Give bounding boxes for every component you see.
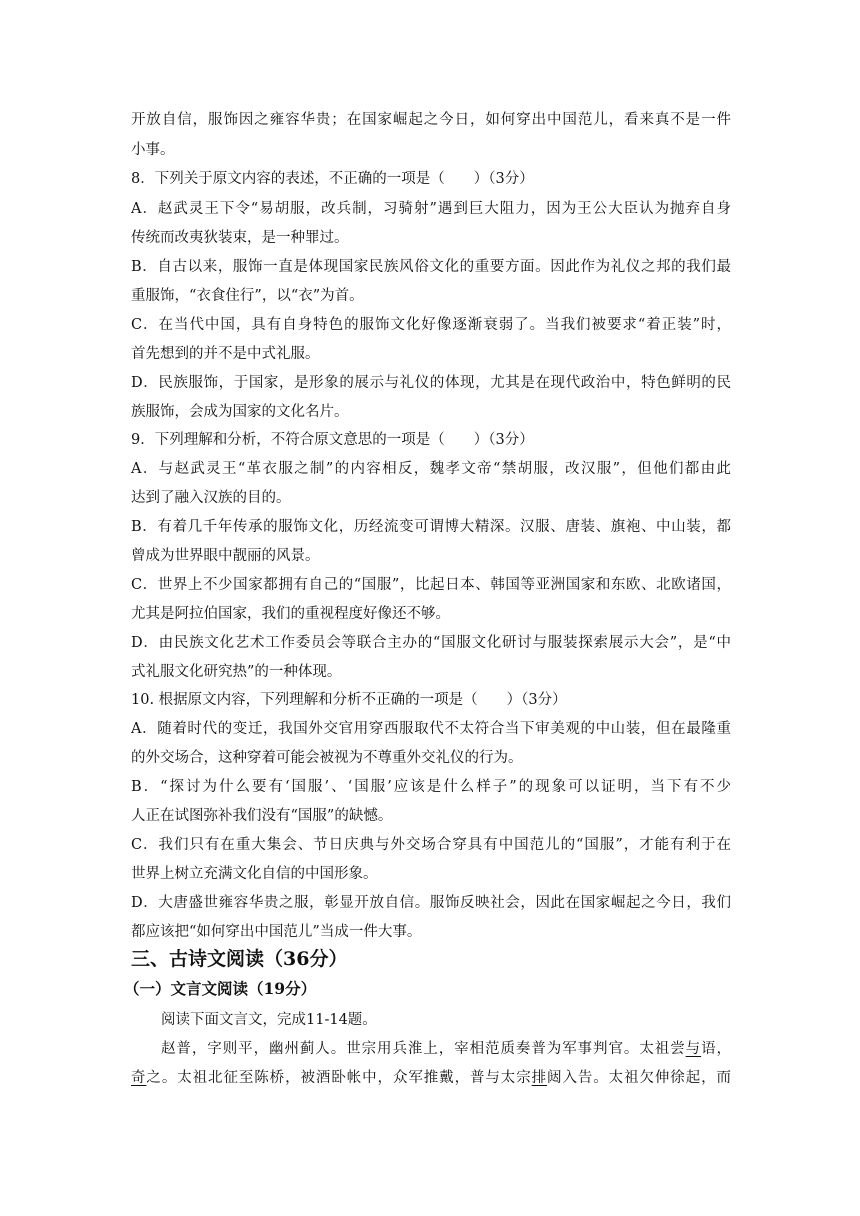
subsection-1-heading: （一）文言文阅读（19分） — [124, 979, 317, 998]
q9-option-a-line2: 达到了融入汉族的目的。 — [131, 490, 291, 506]
classical-text-segment: 之。太祖北征至陈桥，被酒卧帐中，众军推戴，普与太宗 — [146, 1070, 532, 1086]
section-3-heading: 三、古诗文阅读（36分） — [131, 948, 348, 970]
q10-option-d-line2: 都应该把“如何穿出中国范儿”当成一件大事。 — [131, 924, 422, 940]
classical-text-segment: 闼入告。太祖欠伸徐起，而 — [547, 1070, 732, 1086]
q10-option-d-line1: D．大唐盛世雍容华贵之服，彰显开放自信。服饰反映社会，因此在国家崛起之今日，我们 — [131, 895, 731, 911]
q8-option-c-line1: C．在当代中国，具有自身特色的服饰文化好像逐渐衰弱了。当我们被要求“着正装”时， — [131, 317, 731, 333]
q10-option-b-line1: B．“探讨为什么要有‘国服’、‘国服’应该是什么样子”的现象可以证明，当下有不少 — [131, 779, 731, 795]
q9-option-c-line1: C．世界上不少国家都拥有自己的“国服”，比起日本、韩国等亚洲国家和东欧、北欧诸国， — [131, 577, 731, 593]
classical-text-segment: 赵普，字则平，幽州蓟人。世宗用兵淮上，宰相范质奏普为军事判官。太祖尝 — [161, 1041, 686, 1057]
q9-option-b-line2: 曾成为世界眼中靓丽的风景。 — [131, 548, 320, 564]
q9-option-d-line1: D．由民族文化艺术工作委员会等联合主办的“国服文化研讨与服装探索展示大会”，是“中 — [131, 635, 731, 651]
reading-instruction: 阅读下面文言文，完成11-14题。 — [161, 1012, 377, 1028]
q9-option-c-line2: 尤其是阿拉伯国家，我们的重视程度好像还不够。 — [131, 606, 450, 622]
q8-option-d-line2: 族服饰，会成为国家的文化名片。 — [131, 404, 349, 420]
passage-line-1: 开放自信，服饰因之雍容华贵；在国家崛起之今日，如何穿出中国范儿，看来真不是一件 — [131, 112, 731, 128]
question-9-stem: 9．下列理解和分析，不符合原文意思的一项是（ ）（3分） — [131, 432, 534, 448]
q10-option-c-line2: 世界上树立充满文化自信的中国形象。 — [131, 866, 378, 882]
q8-option-c-line2: 首先想到的并不是中式礼服。 — [131, 346, 320, 362]
question-10-stem: 10. 根据原文内容，下列理解和分析不正确的一项是（ ）（3分） — [131, 692, 567, 708]
passage-line-2: 小事。 — [131, 142, 175, 158]
classical-text-line-2 — [131, 1068, 731, 1088]
q10-option-a-line1: A．随着时代的变迁，我国外交官用穿西服取代不太符合当下审美观的中山装，但在最隆重 — [131, 721, 731, 737]
q8-option-b-line1: B．自古以来，服饰一直是体现国家民族风俗文化的重要方面。因此作为礼仪之邦的我们最 — [131, 259, 731, 275]
q10-option-a-line2: 的外交场合，这种穿着可能会被视为不尊重外交礼仪的行为。 — [131, 750, 523, 766]
q8-option-b-line2: 重服饰，“衣食住行”，以“衣”为首。 — [131, 288, 364, 304]
classical-text-line-1 — [161, 1039, 731, 1059]
q10-option-c-line1: C．我们只有在重大集会、节日庆典与外交场合穿具有中国范儿的“国服”，才能有利于在 — [131, 837, 731, 853]
q10-option-b-line2: 人正在试图弥补我们没有“国服”的缺憾。 — [131, 808, 393, 824]
q8-option-a-line1: A．赵武灵王下令“易胡服，改兵制，习骑射”遇到巨大阻力，因为王公大臣认为抛弃自身 — [131, 201, 731, 217]
underlined-word: 奇 — [131, 1070, 147, 1086]
q9-option-d-line2: 式礼服文化研究热”的一种体现。 — [131, 664, 342, 680]
underlined-word: 排 — [531, 1070, 548, 1086]
q9-option-a-line1: A．与赵武灵王“革衣服之制”的内容相反，魏孝文帝“禁胡服，改汉服”，但他们都由此 — [131, 461, 731, 477]
classical-text-segment: 语， — [701, 1041, 732, 1057]
q9-option-b-line1: B．有着几千年传承的服饰文化，历经流变可谓博大精深。汉服、唐装、旗袍、中山装，都 — [131, 519, 731, 535]
q8-option-a-line2: 传统而改夷狄装束，是一种罪过。 — [131, 230, 349, 246]
q8-option-d-line1: D．民族服饰，于国家，是形象的展示与礼仪的体现，尤其是在现代政治中，特色鲜明的民 — [131, 375, 731, 391]
question-8-stem: 8．下列关于原文内容的表述，不正确的一项是（ ）（3分） — [131, 171, 534, 187]
underlined-word: 与 — [685, 1041, 702, 1057]
